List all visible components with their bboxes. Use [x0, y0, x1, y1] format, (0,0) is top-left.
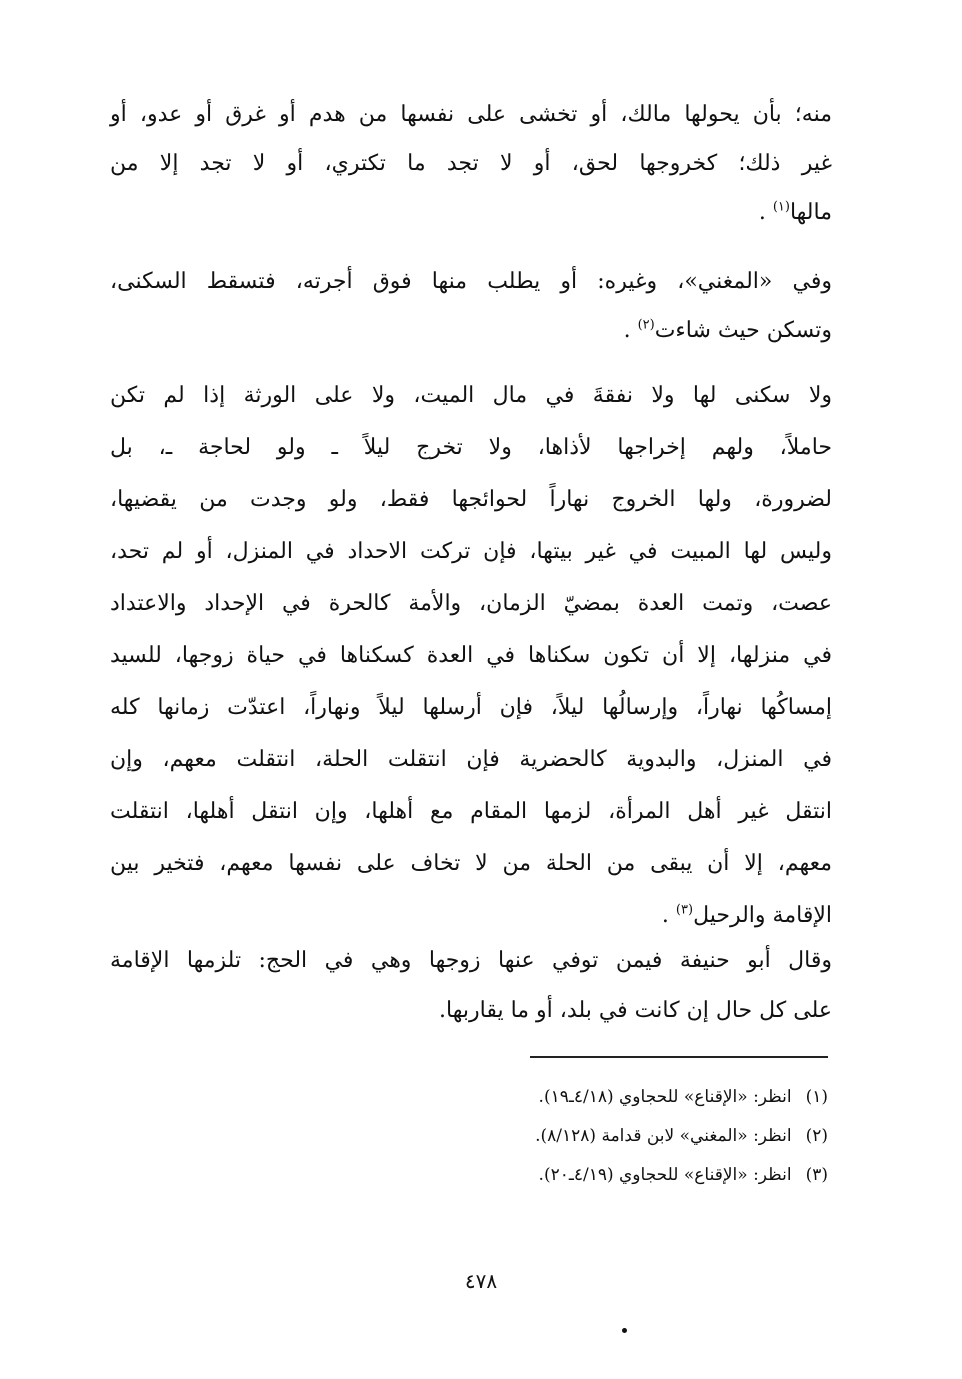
text-line: حاملاً، ولهم إخراجها لأذاها، ولا تخرج ليلاً ـ ولو لحاجة ـ، بل [110, 435, 832, 460]
text-line: غير ذلك؛ كخروجها لحق، أو لا تجد ما تكتري، أو لا تجد إلا من [110, 151, 832, 176]
footnote-reference: (١) [772, 199, 790, 215]
ink-dot [622, 1328, 627, 1333]
footnote-2 [128, 1121, 828, 1151]
footnote-number: (٢) [805, 1126, 828, 1146]
footnote-reference: (٢) [637, 317, 655, 333]
footnote-3 [128, 1160, 828, 1190]
period: . [623, 318, 638, 343]
period: . [758, 200, 773, 225]
footnote-number: (١) [805, 1087, 828, 1107]
footnote-reference: (٣) [675, 902, 694, 918]
text-line: وقال أبو حنيفة فيمن توفي عنها زوجها وهي في الحج: تلزمها الإقامة [110, 948, 832, 973]
footnote-1 [128, 1082, 828, 1112]
period: . [661, 903, 676, 928]
text-line: ولا سكنى لها ولا نفقةَ في مال الميت، ولا على الورثة إذا لم تكن [110, 383, 832, 408]
text-line: عصت، وتمت العدة بمضيّ الزمان، والأمة كالحرة في الإحداد والاعتداد [110, 591, 832, 616]
text-line: وفي «المغني»، وغيره: أو يطلب منها فوق أجرته، فتسقط السكنى، [110, 269, 832, 294]
text-line: إمساكُها نهاراً، وإرسالُها ليلاً، فإن أرسلها ليلاً ونهاراً، اعتدّت زمانها كله [110, 695, 832, 720]
footnote-separator [530, 1056, 828, 1058]
text-fragment: مالها [789, 200, 832, 225]
text-line: في منزلها، إلا أن تكون سكناها في العدة كسكناها في حياة زوجها، للسيد [110, 643, 832, 668]
text-line: منه؛ بأن يحولها مالك، أو تخشى على نفسها من هدم أو غرق أو عدو، أو [110, 102, 832, 127]
text-line: معهم، إلا أن يبقى من الحلة من لا تخاف على نفسها معهم، فتخير بين [110, 851, 832, 876]
text-line-with-note [110, 311, 832, 351]
text-line: في المنزل، والبدوية كالحضرية فإن انتقلت الحلة، انتقلت معهم، وإن [110, 747, 832, 772]
footnote-number: (٣) [805, 1165, 828, 1185]
text-fragment: وتسكن حيث شاءت [654, 318, 832, 343]
text-line: على كل حال إن كانت في بلد، أو ما يقاربها. [439, 998, 832, 1023]
footnote-text: انظر: «الإقناع» للحجاوي (٤/١٨ـ١٩). [538, 1087, 792, 1107]
footnote-text: انظر: «الإقناع» للحجاوي (٤/١٩ـ٢٠). [538, 1165, 792, 1185]
text-line-with-note [110, 896, 832, 936]
text-line: انتقل غير أهل المرأة، لزمها المقام مع أهلها، وإن انتقل أهلها، انتقلت [110, 799, 832, 824]
text-line-with-note [110, 193, 832, 233]
page-number: ٤٧٨ [464, 1269, 498, 1293]
text-fragment: الإقامة والرحيل [693, 903, 832, 928]
text-line: وليس لها المبيت في غير بيتها، فإن تركت الاحداد في المنزل، أو لم تحد، [110, 539, 832, 564]
footnote-text: انظر: «المغني» لابن قدامة (٨/١٢٨). [535, 1126, 792, 1146]
text-line: لضرورة، ولها الخروج نهاراً لحوائجها فقط، ولو وجدت من يقضيها، [110, 487, 832, 512]
